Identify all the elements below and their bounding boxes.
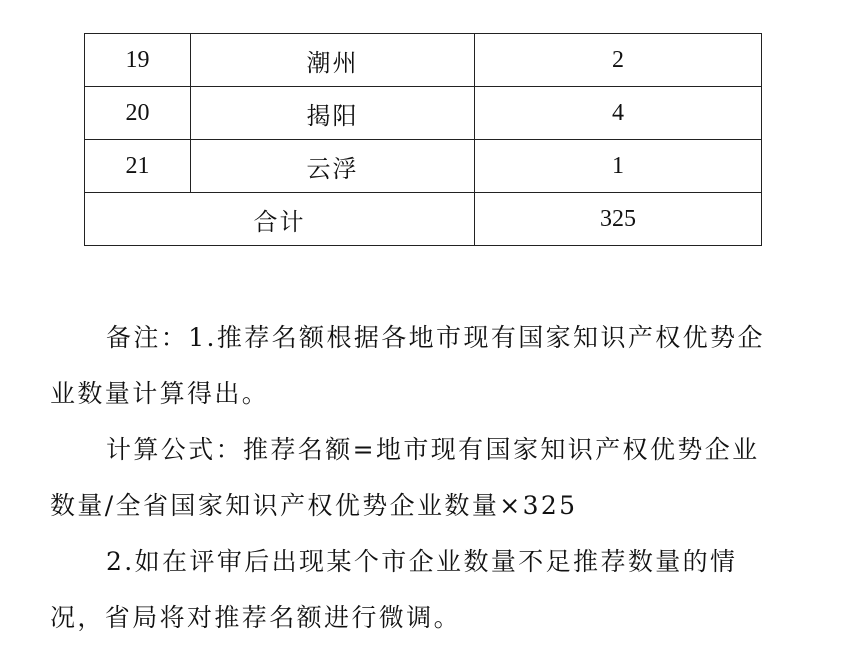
- table-row: [85, 140, 762, 193]
- total-label: 合计: [85, 193, 475, 246]
- row-index: 19: [85, 34, 191, 87]
- formula-line: 数量/全省国家知识产权优势企业数量×325: [50, 491, 578, 520]
- table-row: [85, 87, 762, 140]
- total-value: 325: [475, 193, 762, 246]
- note-line: 备注：1.推荐名额根据各地市现有国家知识产权优势企: [106, 323, 765, 352]
- row-index: 21: [85, 140, 191, 193]
- note-paragraph-1: [50, 310, 798, 422]
- city-name: 潮州: [191, 34, 475, 87]
- formula-line: 计算公式：推荐名额=地市现有国家知识产权优势企业: [106, 435, 760, 464]
- note-paragraph-2: [50, 534, 798, 646]
- note-line: 况，省局将对推荐名额进行微调。: [50, 603, 462, 632]
- note-line: 业数量计算得出。: [50, 379, 270, 408]
- quota-table: [84, 33, 762, 246]
- city-name: 揭阳: [191, 87, 475, 140]
- quota-count: 1: [475, 140, 762, 193]
- quota-count: 2: [475, 34, 762, 87]
- row-index: 20: [85, 87, 191, 140]
- city-name: 云浮: [191, 140, 475, 193]
- quota-count: 4: [475, 87, 762, 140]
- formula-paragraph: [50, 422, 798, 534]
- table-row: [85, 34, 762, 87]
- note-line: 2.如在评审后出现某个市企业数量不足推荐数量的情: [106, 547, 738, 576]
- total-row: [85, 193, 762, 246]
